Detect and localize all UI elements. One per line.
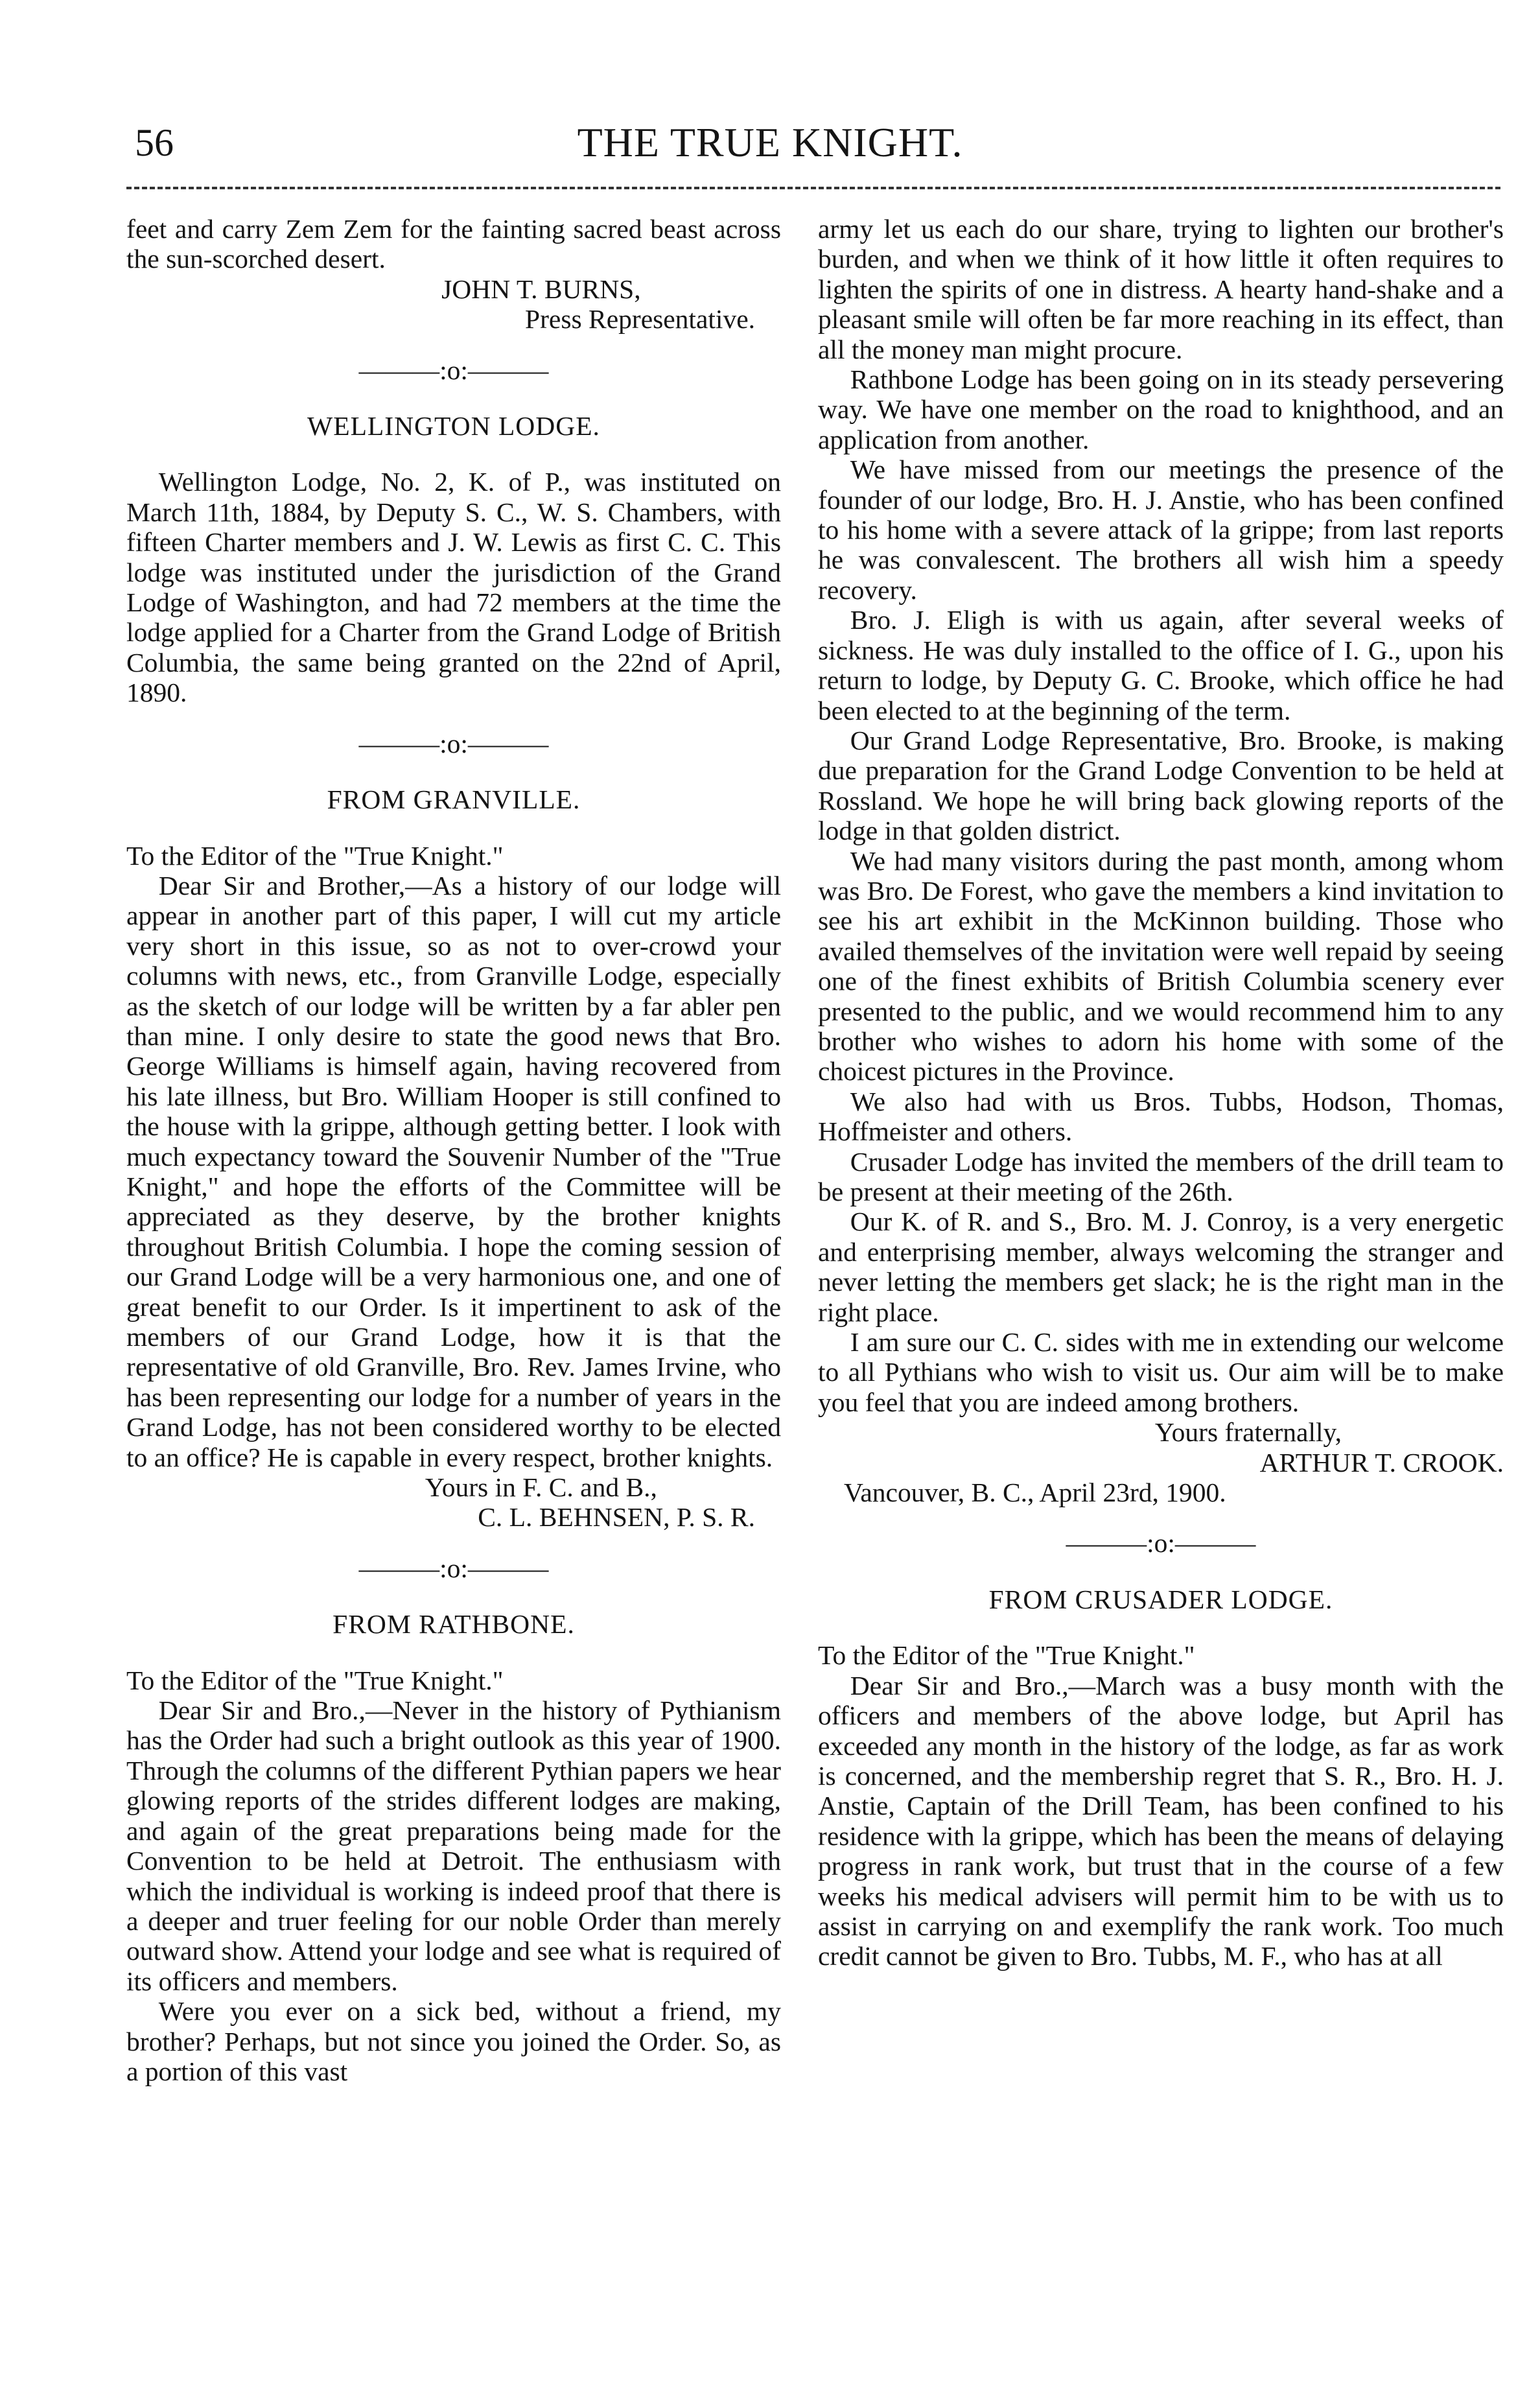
section-separator: ———:o:——— bbox=[358, 728, 549, 759]
author-name: JOHN T. BURNS, bbox=[441, 274, 641, 304]
rathbone-paragraph: Bro. J. Eligh is with us again, after several weeks of sickness. He was duly installed to the office of I. G., upon his return to lodge, by Deputy G. C. Brooke, which office he had been elected to at the beginning of the term. bbox=[818, 605, 1504, 725]
header-rule bbox=[126, 187, 1500, 189]
section-heading-granville: FROM GRANVILLE. bbox=[327, 784, 581, 815]
rathbone-paragraph: Crusader Lodge has invited the members of the drill team to be present at their meeting of the 26th. bbox=[818, 1146, 1504, 1206]
right-column bbox=[818, 214, 1504, 1971]
section-heading-wellington: WELLINGTON LODGE. bbox=[307, 411, 600, 441]
left-column bbox=[126, 214, 781, 2086]
rathbone-closing: Yours fraternally, bbox=[1154, 1417, 1342, 1448]
rathbone-paragraph-continued: army let us each do our share, trying to lighten our brother's burden, and when we think of it how little it often requires to lighten the spirits of one in distress. A hearty hand-shake and a pleasant smile will often be far more reaching in its effect, than all the money man might procure. bbox=[818, 214, 1504, 364]
granville-paragraph: Dear Sir and Brother,—As a history of our lodge will appear in another part of this paper, I will cut my article very short in this issue, so as not to over-crowd your columns with news, etc., from Granville Lodge, especially as the sketch of our lodge will be written by a far abler pen than mine. I only desire to state the good news that Bro. George Williams is himself again, having recovered from his late illness, but Bro. William Hooper is still confined to the house with la grippe, although getting better. I look with much expectancy toward the Souvenir Number of the "True Knight," and hope the efforts of the Committee will be appreciated as they deserve, by the brother knights throughout British Columbia. I hope the coming session of our Grand Lodge will be a very harmonious one, and one of great benefit to our Order. Is it impertinent to ask of the members of our Grand Lodge, how it is that the representative of old Granville, Bro. Rev. James Irvine, who has been representing our lodge for a number of years in the Grand Lodge, has not been considered worthy to be elected to an office? He is capable in every respect, brother knights. bbox=[126, 870, 781, 1472]
crusader-paragraph: Dear Sir and Bro.,—March was a busy month with the officers and members of the above lodge, but April has exceeded any month in the history of the lodge, as far as work is concerned, and the membership regret that S. R., Bro. H. J. Anstie, Captain of the Drill Team, has been confined to his residence with la grippe, which has been the means of delaying progress in rank work, but trust that in the course of a few weeks his medical advisers will permit him to be with us to assist in carrying on and exemplify the rank work. Too much credit cannot be given to Bro. Tubbs, M. F., who has at all bbox=[818, 1670, 1504, 1971]
rathbone-paragraph: Dear Sir and Bro.,—Never in the history of Pythianism has the Order had such a bright outlook as this year of 1900. Through the columns of the different Pythian papers we hear glowing reports of the strides different lodges are making, and again of the great preparations being made for the Convention to be held at Detroit. The enthusiasm with which the individual is working is indeed proof that there is a deeper and truer feeling for our noble Order than merely outward show. Attend your lodge and see what is required of its officers and members. bbox=[126, 1695, 781, 1996]
crusader-salutation: To the Editor of the "True Knight." bbox=[818, 1640, 1195, 1671]
wellington-paragraph: Wellington Lodge, No. 2, K. of P., was instituted on March 11th, 1884, by Deputy S. C., W. S. Chambers, with fifteen Charter members and J. W. Lewis as first C. C. This lodge was instituted under the jurisdiction of the Grand Lodge of Washington, and had 72 members at the time the lodge applied for a Charter from the Grand Lodge of British Columbia, the same being granted on the 22nd of April, 1890. bbox=[126, 467, 781, 708]
granville-salutation: To the Editor of the "True Knight." bbox=[126, 840, 504, 871]
rathbone-dateline: Vancouver, B. C., April 23rd, 1900. bbox=[844, 1477, 1226, 1508]
section-heading-rathbone: FROM RATHBONE. bbox=[332, 1609, 575, 1640]
rathbone-paragraph: Rathbone Lodge has been going on in its steady persevering way. We have one member on the road to knighthood, and an application from another. bbox=[818, 364, 1504, 454]
rathbone-paragraph: We had many visitors during the past month, among whom was Bro. De Forest, who gave the members a kind invitation to see his art exhibit in the McKinnon building. Those who availed themselves of the invitation were well repaid by seeing one of the finest exhibits of British Columbia scenery ever presented to the public, and we would recommend him to any brother who wishes to adorn his home with some of the choicest pictures in the Province. bbox=[818, 845, 1504, 1087]
page-number: 56 bbox=[135, 121, 174, 164]
rathbone-paragraph: I am sure our C. C. sides with me in extending our welcome to all Pythians who wish to visit us. Our aim will be to make you feel that you are indeed among brothers. bbox=[818, 1327, 1504, 1417]
rathbone-signature: ARTHUR T. CROOK. bbox=[1259, 1447, 1504, 1477]
section-separator: ———:o:——— bbox=[1066, 1528, 1256, 1559]
rathbone-salutation: To the Editor of the "True Knight." bbox=[126, 1665, 504, 1695]
rathbone-paragraph: We have missed from our meetings the presence of the founder of our lodge, Bro. H. J. Anstie, who has been confined to his home with a severe attack of la grippe; from last reports he was convalescent. The brothers all wish him a speedy recovery. bbox=[818, 454, 1504, 605]
granville-signature: C. L. BEHNSEN, P. S. R. bbox=[478, 1502, 755, 1533]
page-header bbox=[0, 117, 1540, 194]
author-title: Press Representative. bbox=[525, 304, 755, 335]
rathbone-paragraph: Our Grand Lodge Representative, Bro. Brooke, is making due preparation for the Grand Lodge Convention to be held at Rossland. We hope he will bring back glowing reports of the lodge in that golden district. bbox=[818, 725, 1504, 846]
rathbone-paragraph: We also had with us Bros. Tubbs, Hodson, Thomas, Hoffmeister and others. bbox=[818, 1086, 1504, 1147]
running-title: THE TRUE KNIGHT. bbox=[577, 119, 963, 165]
section-separator: ———:o:——— bbox=[358, 355, 549, 385]
rathbone-paragraph: Were you ever on a sick bed, without a friend, my brother? Perhaps, but not since you joined the Order. So, as a portion of this vast bbox=[126, 1996, 781, 2086]
section-separator: ———:o:——— bbox=[358, 1553, 549, 1583]
section-heading-crusader: FROM CRUSADER LODGE. bbox=[988, 1584, 1333, 1614]
rathbone-paragraph: Our K. of R. and S., Bro. M. J. Conroy, is a very energetic and enterprising member, always welcoming the stranger and never letting the members get slack; he is the right man in the right place. bbox=[818, 1206, 1504, 1327]
article-continuation: feet and carry Zem Zem for the fainting sacred beast across the sun-scorched desert. bbox=[126, 214, 781, 274]
granville-closing: Yours in F. C. and B., bbox=[425, 1472, 657, 1503]
